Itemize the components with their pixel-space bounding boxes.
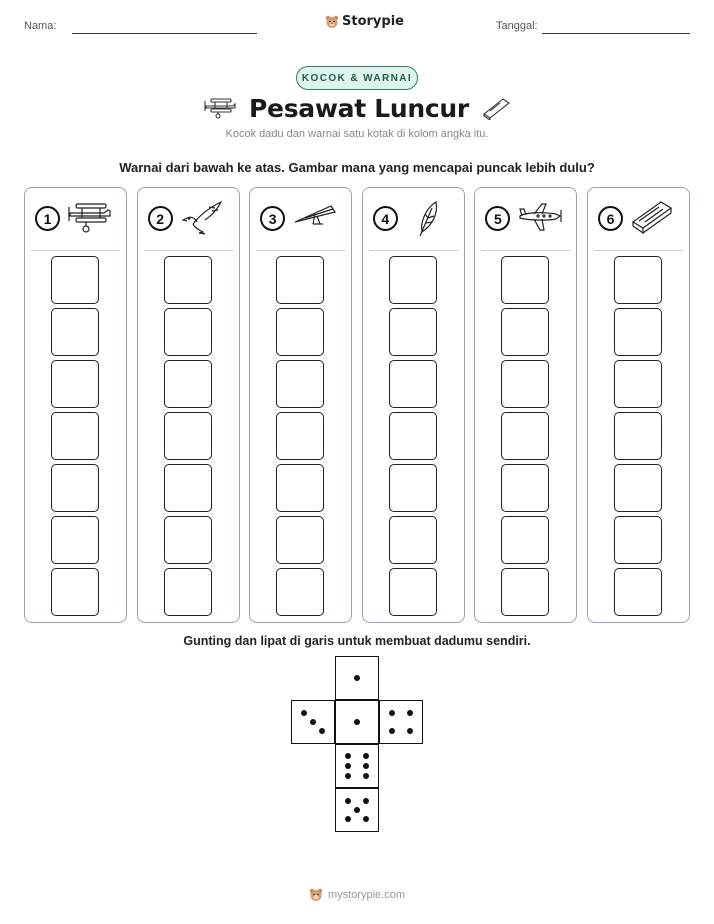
page-title: Pesawat Luncur <box>249 93 469 123</box>
storypie-bear-icon <box>309 888 323 902</box>
race-column-4 <box>362 187 465 623</box>
color-cell[interactable] <box>614 360 662 408</box>
color-cell[interactable] <box>51 308 99 356</box>
column-number: 4 <box>373 206 398 231</box>
title-row <box>0 90 714 126</box>
color-cell[interactable] <box>164 256 212 304</box>
color-cell[interactable] <box>614 256 662 304</box>
wooden-plank-icon <box>481 96 511 120</box>
footer-url[interactable]: mystorypie.com <box>327 889 406 901</box>
race-column-6 <box>587 187 690 623</box>
category-badge: KOCOK & WARNAI <box>296 66 418 90</box>
color-cell[interactable] <box>164 568 212 616</box>
color-cell[interactable] <box>501 516 549 564</box>
column-header <box>25 200 126 240</box>
name-label: Nama: <box>24 20 57 32</box>
color-cell[interactable] <box>501 412 549 460</box>
pip <box>319 728 325 734</box>
race-column-1 <box>24 187 127 623</box>
brand-name: Storypie <box>342 14 404 29</box>
color-cell[interactable] <box>51 516 99 564</box>
race-column-5 <box>474 187 577 623</box>
color-cell[interactable] <box>389 308 437 356</box>
column-divider <box>369 250 458 251</box>
die-face-1 <box>335 656 379 700</box>
column-header <box>250 200 351 240</box>
pip <box>301 710 307 716</box>
pip <box>354 675 360 681</box>
color-cell[interactable] <box>276 412 324 460</box>
color-cell[interactable] <box>389 412 437 460</box>
color-cell[interactable] <box>501 568 549 616</box>
color-cell[interactable] <box>276 464 324 512</box>
pip <box>345 763 351 769</box>
color-cell[interactable] <box>389 516 437 564</box>
color-cell[interactable] <box>389 360 437 408</box>
color-cell[interactable] <box>276 360 324 408</box>
biplane-icon <box>66 200 112 236</box>
color-cell[interactable] <box>614 464 662 512</box>
pip <box>363 816 369 822</box>
color-cell[interactable] <box>164 516 212 564</box>
brand-logo <box>325 14 404 29</box>
column-number: 1 <box>35 206 60 231</box>
column-divider <box>481 250 570 251</box>
pip <box>363 798 369 804</box>
column-divider <box>594 250 683 251</box>
color-cell[interactable] <box>614 308 662 356</box>
eagle-icon <box>179 200 225 236</box>
pip <box>363 763 369 769</box>
pip <box>345 773 351 779</box>
color-cell[interactable] <box>164 308 212 356</box>
pip <box>345 816 351 822</box>
die-face-4 <box>379 700 423 744</box>
column-header <box>363 200 464 240</box>
die-face-5 <box>335 788 379 832</box>
color-cell[interactable] <box>501 256 549 304</box>
storypie-bear-icon <box>325 15 339 29</box>
pip <box>389 728 395 734</box>
pip <box>345 798 351 804</box>
pip <box>363 773 369 779</box>
propeller-plane-icon <box>516 200 562 236</box>
color-cell[interactable] <box>501 360 549 408</box>
pip <box>389 710 395 716</box>
color-cell[interactable] <box>614 516 662 564</box>
color-cell[interactable] <box>276 516 324 564</box>
color-cell[interactable] <box>51 360 99 408</box>
die-face-6 <box>335 744 379 788</box>
color-cell[interactable] <box>276 308 324 356</box>
color-cell[interactable] <box>389 256 437 304</box>
color-cell[interactable] <box>164 412 212 460</box>
pip <box>310 719 316 725</box>
column-header <box>588 200 689 240</box>
instruction: Warnai dari bawah ke atas. Gambar mana yang mencapai puncak lebih dulu? <box>119 160 595 175</box>
color-cell[interactable] <box>614 568 662 616</box>
color-cell[interactable] <box>276 568 324 616</box>
race-columns <box>24 187 690 623</box>
column-number: 6 <box>598 206 623 231</box>
die-face-3 <box>291 700 335 744</box>
pip <box>354 719 360 725</box>
cut-instruction: Gunting dan lipat di garis untuk membuat dadumu sendiri. <box>183 634 531 648</box>
die-face-1 <box>335 700 379 744</box>
column-number: 3 <box>260 206 285 231</box>
color-cell[interactable] <box>164 464 212 512</box>
color-cell[interactable] <box>51 568 99 616</box>
color-cell[interactable] <box>389 568 437 616</box>
color-cell[interactable] <box>51 256 99 304</box>
subtitle: Kocok dadu dan warnai satu kotak di kolom angka itu. <box>225 128 489 140</box>
pip <box>363 753 369 759</box>
color-cell[interactable] <box>164 360 212 408</box>
column-header <box>138 200 239 240</box>
color-cell[interactable] <box>501 308 549 356</box>
column-divider <box>256 250 345 251</box>
pip <box>407 728 413 734</box>
date-label: Tanggal: <box>496 20 538 32</box>
column-divider <box>144 250 233 251</box>
column-divider <box>31 250 120 251</box>
pip <box>407 710 413 716</box>
race-column-3 <box>249 187 352 623</box>
hang-glider-icon <box>291 200 337 236</box>
column-number: 5 <box>485 206 510 231</box>
footer <box>0 888 714 902</box>
name-line[interactable] <box>72 33 257 34</box>
color-cell[interactable] <box>51 464 99 512</box>
color-cell[interactable] <box>389 464 437 512</box>
color-cell[interactable] <box>51 412 99 460</box>
feather-icon <box>404 200 450 236</box>
color-cell[interactable] <box>501 464 549 512</box>
wooden-plank-icon <box>629 200 675 236</box>
color-cell[interactable] <box>276 256 324 304</box>
date-line[interactable] <box>542 33 690 34</box>
pip <box>345 753 351 759</box>
pip <box>354 807 360 813</box>
column-header <box>475 200 576 240</box>
color-cell[interactable] <box>614 412 662 460</box>
race-column-2 <box>137 187 240 623</box>
biplane-icon <box>203 96 237 120</box>
column-number: 2 <box>148 206 173 231</box>
